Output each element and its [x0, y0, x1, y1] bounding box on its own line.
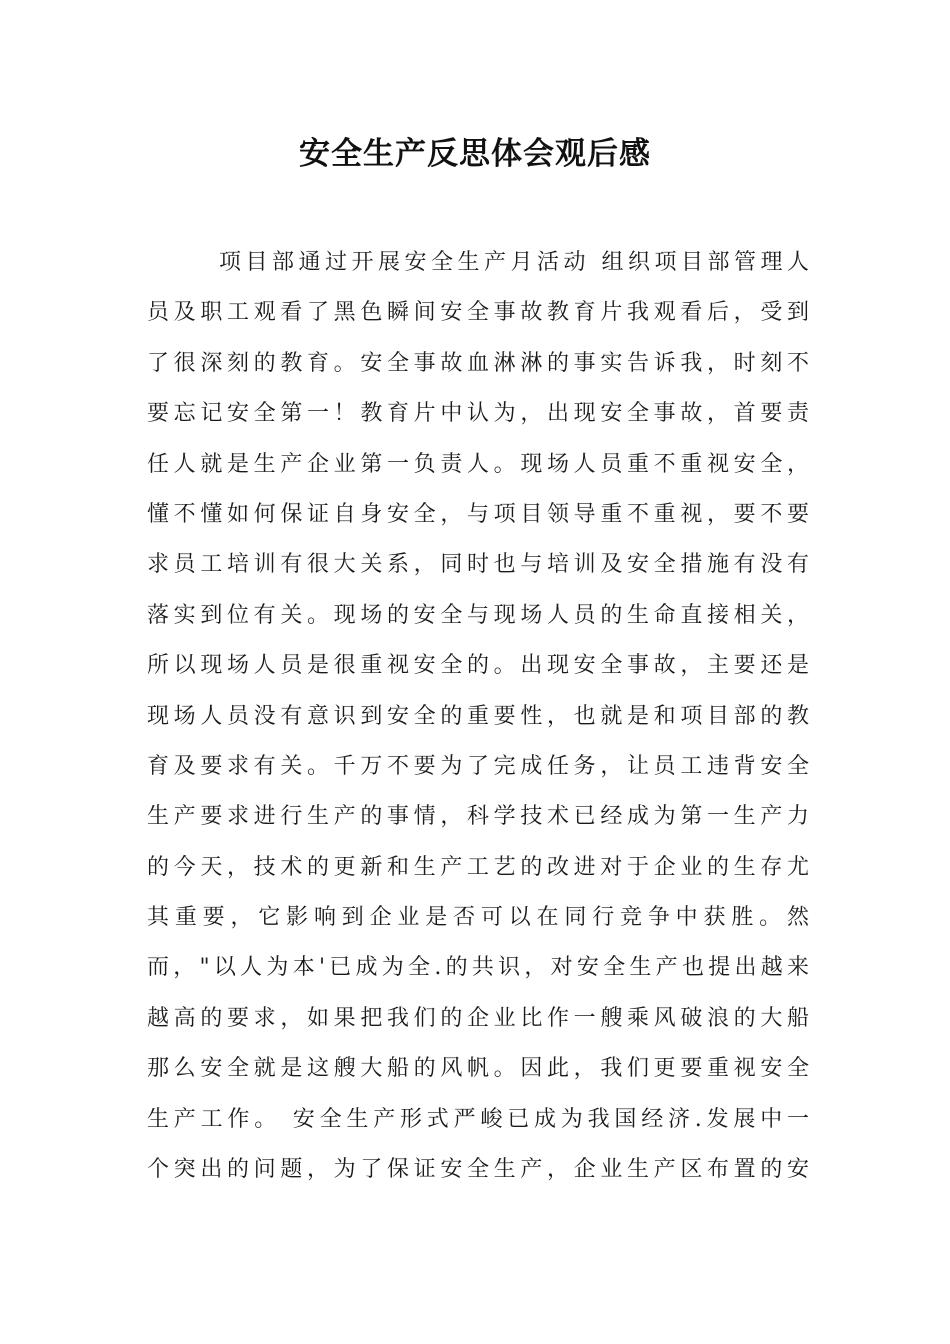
paragraph-line: 生产工作。 安全生产形式严峻已成为我国经济.发展中一 — [147, 1106, 809, 1132]
paragraph-line: 个突出的问题，为了保证安全生产，企业生产区布置的安 — [147, 1157, 809, 1183]
paragraph-line: 求员工培训有很大关系，同时也与培训及安全措施有没有 — [147, 552, 809, 578]
paragraph-line: 那么安全就是这艘大船的风帆。因此，我们更要重视安全 — [147, 1056, 809, 1082]
paragraph-line: 员及职工观看了黑色瞬间安全事故教育片我观看后，受到 — [147, 300, 809, 326]
paragraph-line: 其重要，它影响到企业是否可以在同行竞争中获胜。然 — [147, 905, 809, 931]
paragraph-line: 的今天，技术的更新和生产工艺的改进对于企业的生存尤 — [147, 854, 809, 880]
paragraph-line: 任人就是生产企业第一负责人。现场人员重不重视安全， — [147, 451, 809, 477]
paragraph-line: 落实到位有关。现场的安全与现场人员的生命直接相关， — [147, 602, 809, 628]
paragraph-line: 项目部通过开展安全生产月活动 组织项目部管理人 — [219, 250, 809, 275]
paragraph-line: 越高的要求，如果把我们的企业比作一艘乘风破浪的大船 — [147, 1005, 809, 1031]
paragraph-line: 所以现场人员是很重视安全的。出现安全事故，主要还是 — [147, 653, 809, 679]
paragraph-line: 育及要求有关。千万不要为了完成任务，让员工违背安全 — [147, 753, 809, 779]
paragraph-line: 了很深刻的教育。安全事故血淋淋的事实告诉我，时刻不 — [147, 350, 809, 376]
paragraph-line: 生产要求进行生产的事情，科学技术已经成为第一生产力 — [147, 804, 809, 830]
paragraph-line: 现场人员没有意识到安全的重要性，也就是和项目部的教 — [147, 703, 809, 729]
document-title: 安全生产反思体会观后感 — [299, 136, 651, 172]
paragraph-line: 懂不懂如何保证自身安全，与项目领导重不重视，要不要 — [147, 501, 809, 527]
paragraph-line: 而，"以人为本'已成为全.的共识，对安全生产也提出越来 — [147, 955, 809, 981]
document-body — [147, 238, 809, 1195]
paragraph-line: 要忘记安全第一！教育片中认为，出现安全事故，首要责 — [147, 401, 809, 427]
